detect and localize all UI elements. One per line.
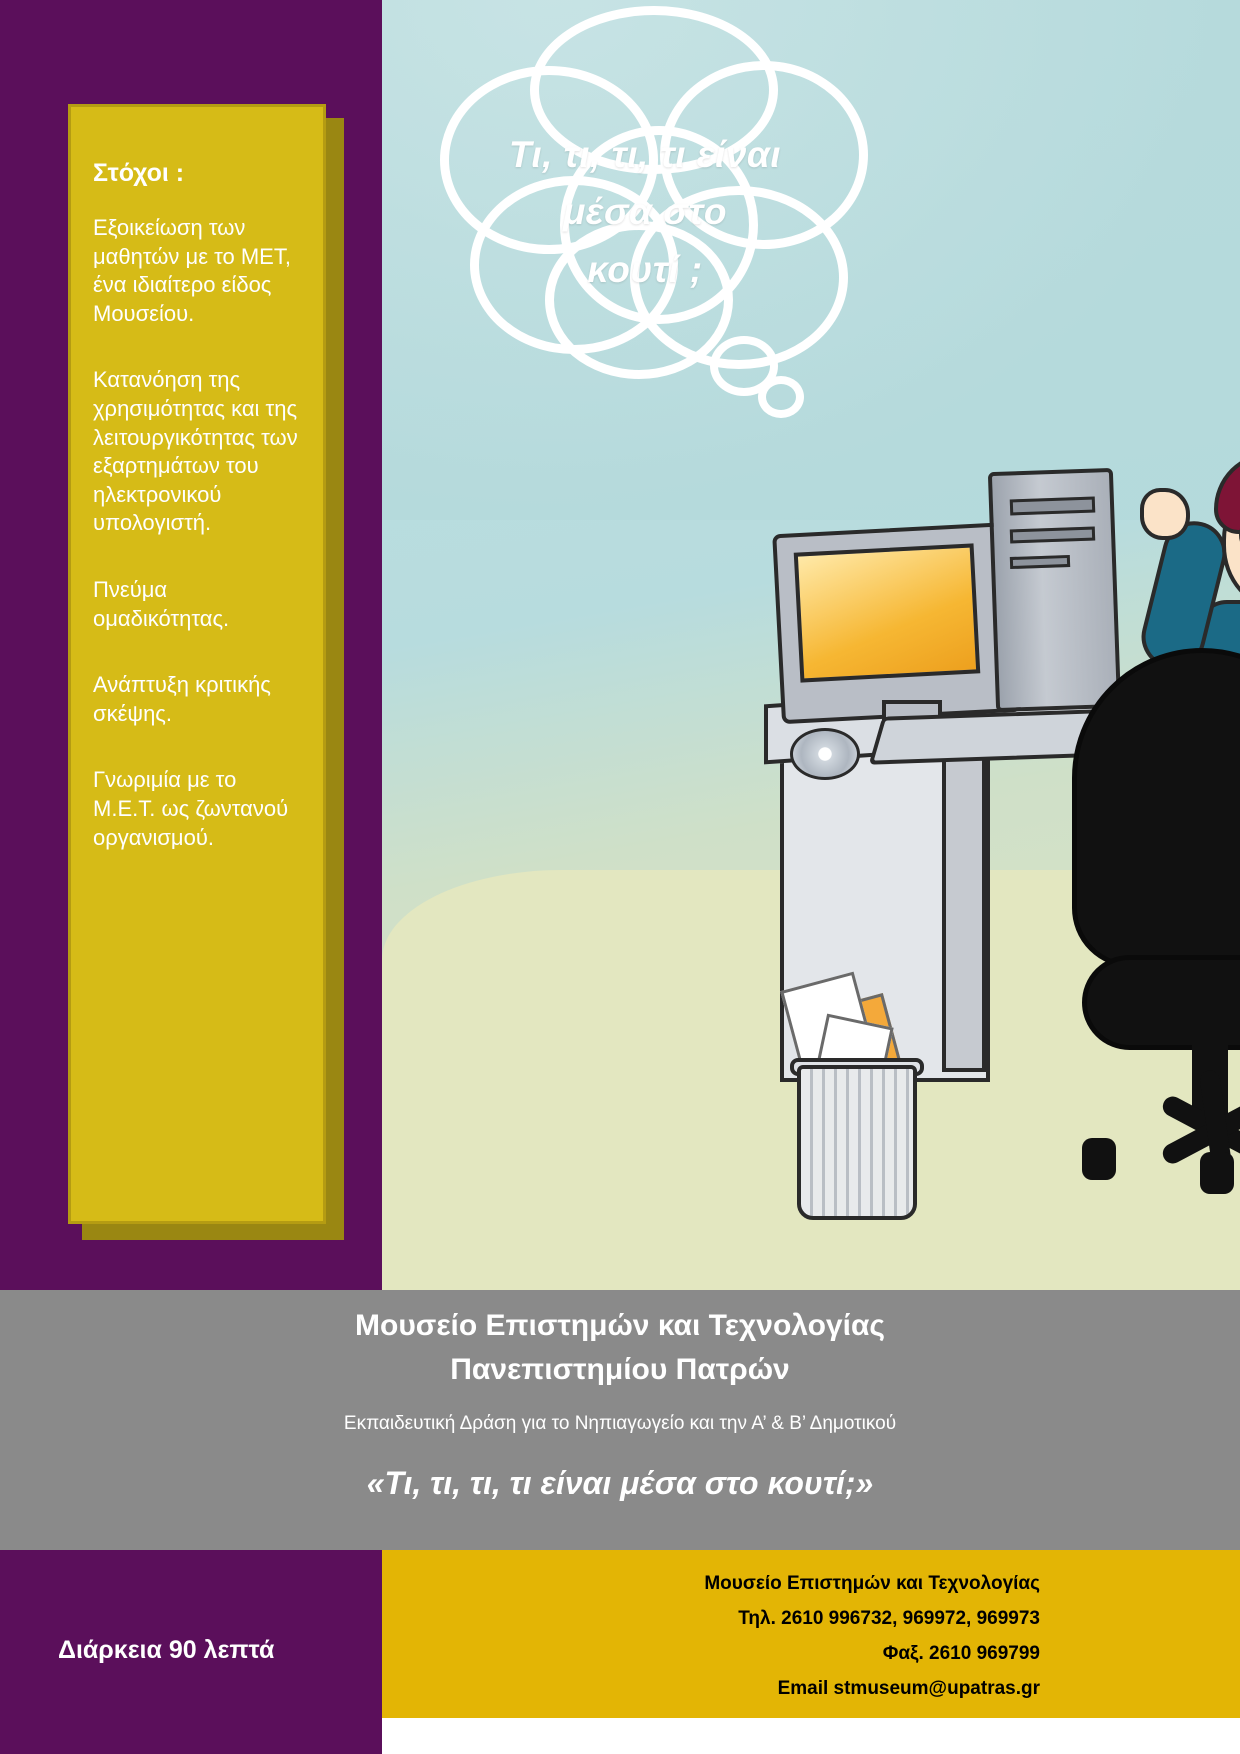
boy-hand xyxy=(1140,488,1190,540)
chair-seat xyxy=(1082,955,1240,1050)
footer-section xyxy=(0,1550,1240,1754)
contact-block xyxy=(704,1566,1040,1707)
thought-line-2: μέσα στο xyxy=(562,191,728,233)
goals-heading: Στόχοι : xyxy=(93,159,185,187)
banner-title-line-1: Μουσείο Επιστημών και Τεχνολογίας xyxy=(355,1309,885,1342)
goal-item-5: Γνωριμία με το Μ.Ε.Τ. ως ζωντανού οργανισμού. xyxy=(93,767,289,850)
cd-disc-icon xyxy=(790,728,860,780)
thought-line-3: κουτί ; xyxy=(587,248,703,290)
thought-bubble-text xyxy=(410,126,880,298)
banner-headline: «Τι, τι, τι, τι είναι μέσα στο κουτί;» xyxy=(366,1465,874,1501)
tower-drive-slot xyxy=(1010,497,1096,516)
goal-item-2: Κατανόηση της χρησιμότητας και της λειτουργικότητας των εξαρτημάτων του ηλεκτρονικού υπολογιστή. xyxy=(93,367,298,536)
thought-bubble xyxy=(410,6,880,406)
tower-drive-slot xyxy=(1010,527,1095,544)
banner-title-line-2: Πανεπιστημίου Πατρών xyxy=(450,1352,790,1386)
goal-item-1: Εξοικείωση των μαθητών με το ΜΕΤ, ένα ιδιαίτερο είδος Μουσείου. xyxy=(93,215,291,326)
banner-title xyxy=(0,1304,1240,1391)
contact-line-4: Email stmuseum@upatras.gr xyxy=(777,1678,1040,1700)
contact-line-2: Τηλ. 2610 996732, 969972, 969973 xyxy=(738,1608,1040,1630)
tower-drive-slot xyxy=(1010,555,1070,569)
banner-subtitle: Εκπαιδευτική Δράση για το Νηπιαγωγείο και την Α’ & Β’ Δημοτικού xyxy=(343,1413,897,1434)
goal-item-4: Ανάπτυξη κριτικής σκέψης. xyxy=(93,672,271,726)
contact-line-3: Φαξ. 2610 969799 xyxy=(882,1643,1040,1665)
desk-divider-panel xyxy=(942,742,986,1072)
illustration-scene xyxy=(382,0,1240,1290)
footer-duration-band xyxy=(0,1550,382,1754)
duration-label: Διάρκεια 90 λεπτά xyxy=(58,1636,275,1664)
thought-line-1: Τι, τι, τι, τι είναι xyxy=(508,134,782,175)
monitor-screen xyxy=(794,543,981,682)
trash-bin xyxy=(797,1065,917,1220)
banner-section xyxy=(0,1290,1240,1550)
contact-line-1: Μουσείο Επιστημών και Τεχνολογίας xyxy=(704,1573,1040,1594)
chair-base xyxy=(1082,1110,1240,1185)
footer-white-strip xyxy=(382,1718,1240,1754)
goals-box xyxy=(68,104,326,1224)
goal-item-3: Πνεύμα ομαδικότητας. xyxy=(93,576,230,631)
